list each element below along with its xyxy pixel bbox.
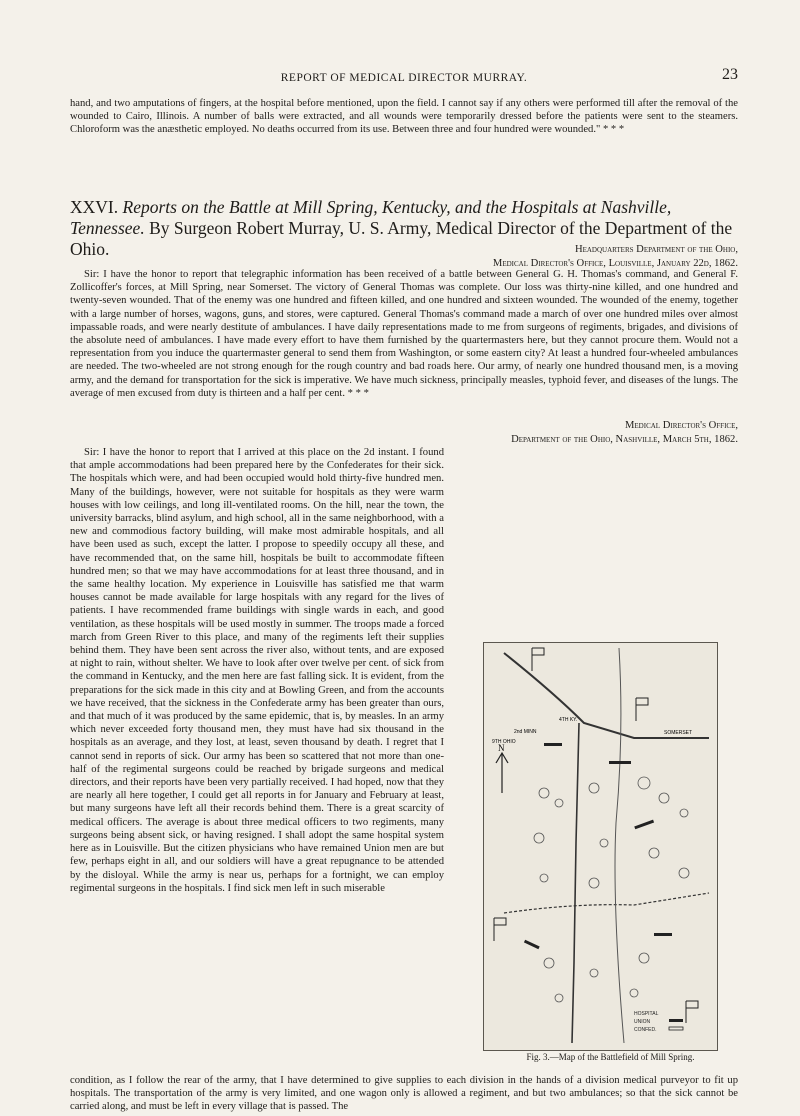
paragraph-top-text: hand, and two amputations of fingers, at the hospital before mentioned, upon the field. I cannot say if any others were performed till after the removal of the wounded to Cairo, Illinois. A number of balls were extracted, and all wounds were temporarily dressed before the patients were sent to the steamers. Chloroform was the anæsthetic employed. No deaths occurred from its use. Between three and four hundred were wounded." * * * <box>70 98 738 136</box>
letter1-body-text: Sir: I have the honor to report that telegraphic information has been received of a battle between General G. H. Thomas's command, and General F. Zollicoffer's forces, at Mill Spring, near Somerset. The victory of General Thomas was complete. Our loss was thirty-nine killed, and one hundred and twenty-seven wounded. That of the enemy was one hundred and fifteen killed, and one hundred and sixteen wounded. The wounded of the enemy, together with a large number of horses, wagons, guns, and stores, were captured. General Thomas's command made a march of over one hundred miles over almost impassable roads, and were nearly destitute of ambulances. I have daily representations made to me from surgeons of regiments, brigades, and divisions of the absolute need of ambulances. I have made every effort to have them furnished by the quartermasters here, but they cannot procure them. Would not a representation from you induce the quartermaster general to send them from Washington, or some eastern city? At least a hundred four-wheeled ambulances are needed. The two-wheeled are not strong enough for the rough country and bad roads here. Our army, of nearly one hundred thousand men, is a moving army, and the demand for transportation for the sick is imperative. We have much sickness, principally measles, typhoid fever, and diseases of the lungs. The average of men excused from duty is thirteen and a half per cent. * * * <box>70 269 738 399</box>
legend-union: UNION <box>634 1019 651 1025</box>
letter2-heading-line2: Department of the Ohio, Nashville, March 5th, 1862. <box>511 433 738 445</box>
label-4th-ky: 4TH KY. <box>559 717 578 723</box>
letter2-heading <box>70 419 738 446</box>
running-head: REPORT OF MEDICAL DIRECTOR MURRAY. <box>280 72 528 84</box>
letter2-body-continued <box>70 1074 738 1114</box>
road-label: SOMERSET <box>664 730 693 736</box>
letter1-body <box>70 268 738 400</box>
north-label: N <box>498 743 505 753</box>
section-title-italic: Reports on the Battle at Mill Spring, Kentucky, and the Hospitals at Nashville, Tennessee. <box>70 197 672 238</box>
label-9th-ohio: 9TH OHIO <box>492 739 516 745</box>
letter2-body-text-b: condition, as I follow the rear of the army, that I have determined to give supplies to each division in the hands of a division medical purveyor to fit up hospitals. The transportation of the army is very limited, and one wagon only is allowed a regiment, and but two ambulances; so that the sick cannot be carried along, and must be left in every village that is passed. The <box>70 1075 738 1113</box>
label-2nd-minn: 2nd MINN <box>514 729 537 735</box>
battlefield-map <box>483 642 718 1051</box>
section-title-byline: By Surgeon Robert Murray, U. S. Army, Medical Director of the Department of the Ohio. <box>70 218 733 259</box>
map-drawing <box>484 643 717 1050</box>
letter1-heading-line1: Headquarters Department of the Ohio, <box>574 244 738 255</box>
letter2-heading-line1: Medical Director's Office, <box>624 420 738 431</box>
figure-caption: Fig. 3.—Map of the Battlefield of Mill Spring. <box>526 1052 695 1062</box>
section-number: XXVI. <box>70 197 119 217</box>
page-number: 23 <box>722 66 738 83</box>
letter2-body-a-content: Sir: I have the honor to report that I arrived at this place on the 2d instant. I found that ample accommodations had been prepared here by the Confederates for their sick. The hospitals which were, and had been occupied would hold thirty-five hundred men. Many of the buildings, however, were not suitable for hospitals as they were warm houses with low ceilings, and long ill-ventilated rooms. On the hill, near the town, the university barracks, blind asylum, and high school, all in the same neighborhood, with a new and commodious factory building, will make most admirable hospitals, and all have been used as such, except the latter. I propose to speedily occupy all these, and have recommended that, on the same hill, hospitals be built to accommodate fifteen hundred men; so that we may have accommodations for at least three thousand, and in the same healthy location. My experience in Louisville has satisfied me that warm houses cannot be made available for large hospitals with any regard for the lives of patients. I have recommended frame buildings with single wards in each, and good ventilation, as these hospitals will be used mostly in summer. The troops made a forced march from Green River to this place, and many of the regiments left their supplies behind them. They have been sent across the river also, without tents, and are exposed at night to rain, without shelter. We have to look after over twelve per cent. of sick from the command in Kentucky, and the men here are fast falling sick. It is evident, from the preparations for the sick made in this city and at Bowling Green, and from the accounts we have received, that the sickness in the Confederate army has been greater than ours, and that much of it was produced by the same epidemic, that is, by measles. In an army which never exceeded forty thousand men, they must have had six thousand in the hospitals as an average, and they lost, at least, seven thousand by death. I regret that I cannot send in reports of sick. Our army has been so scattered that not more than one-half of the regimental surgeons could be reached by brigade surgeons and medical directors, and their reports have been very partially received. I had hoped, now that they are nearly all here together, I could get all reports in for January and February at least, but many surgeons have left all their records behind them. There is a great scarcity of medical officers. The average is about three medical officers to two regiments, many surgeons being absent sick, or having resigned. I shall adopt the same hospital system here as in Louisville. But the citizen physicians who have remained Union men are but few, perhaps eight in all, and our soldiers will have a great repugnance to be attended by the disloyal. While the army is near us, perhaps for a fortnight, we can employ regimental surgeons in the hospitals. I find sick men left in such miserable <box>70 447 444 894</box>
paragraph-top <box>70 97 738 137</box>
letter1-heading-line2: Medical Director's Office, Louisville, January 22d, 1862. <box>492 257 738 269</box>
legend-confed: CONFED. <box>634 1027 657 1033</box>
legend-hospital: HOSPITAL <box>634 1011 659 1017</box>
letter1-heading <box>70 243 738 270</box>
